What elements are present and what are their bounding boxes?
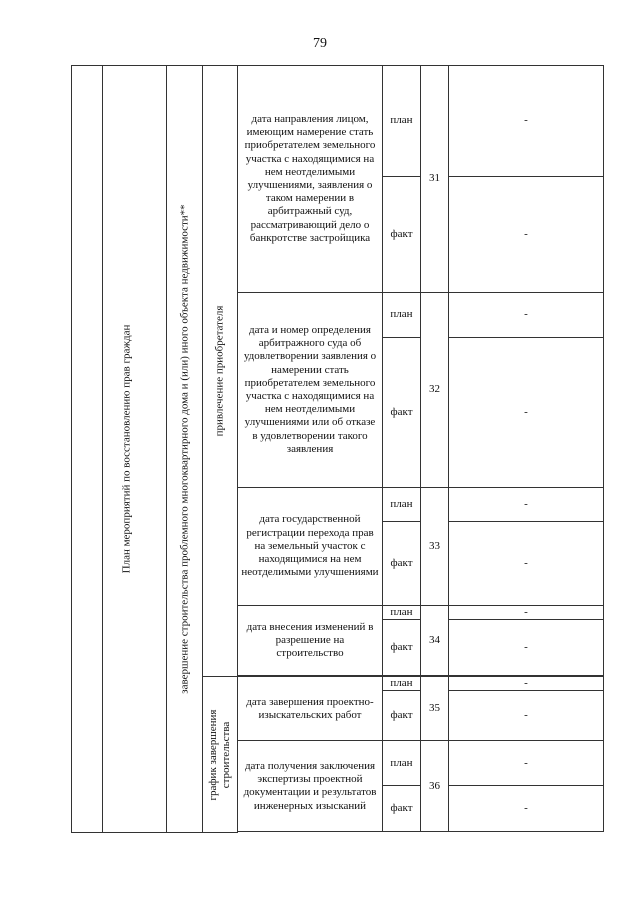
plan-label: план <box>383 741 421 786</box>
plan-label: план <box>383 66 421 177</box>
plan-value: - <box>449 293 604 338</box>
fact-value: - <box>449 522 604 606</box>
row-description: дата и номер определения арбитражного суда об удовлетворении заявления о намерении стать приобретателем земельного участка с находящимися на нем неотделимыми улучшениями или об отказе в удовлетворении такого заявления <box>238 293 383 488</box>
group-cell-attraction <box>203 66 238 677</box>
blank-column <box>72 66 103 833</box>
fact-label: факт <box>383 691 421 741</box>
row-description: дата государственной регистрации перехода прав на земельный участок с находящимися на нем неотделимыми улучшениями <box>238 488 383 606</box>
row-number: 33 <box>421 488 449 606</box>
plan-value: - <box>449 741 604 786</box>
row-number: 32 <box>421 293 449 488</box>
fact-label: факт <box>383 786 421 832</box>
row-description: дата направления лицом, имеющим намерение стать приобретателем земельного участка с находящимися на нем неотделимыми улучшениями, заявления о таком намерении в арбитражный суд, рассматривающий дело о банкротстве застройщика <box>238 66 383 293</box>
fact-value: - <box>449 620 604 676</box>
fact-value: - <box>449 786 604 832</box>
group-label: график завершения строительства <box>207 709 232 801</box>
fact-label: факт <box>383 338 421 488</box>
plan-label: план <box>383 293 421 338</box>
group-cell-schedule <box>203 677 238 833</box>
plan-value: - <box>449 488 604 522</box>
fact-value: - <box>449 338 604 488</box>
fact-label: факт <box>383 620 421 676</box>
row-number: 31 <box>421 66 449 293</box>
row-description: дата завершения проектно-изыскательских работ <box>238 677 383 741</box>
plan-title: План мероприятий по восстановлению прав граждан <box>120 324 132 574</box>
plan-label: план <box>383 677 421 691</box>
row-number: 35 <box>421 677 449 741</box>
plan-value: - <box>449 606 604 620</box>
table-row <box>72 66 604 177</box>
fact-value: - <box>449 691 604 741</box>
page-number: 79 <box>313 36 327 51</box>
measures-table <box>71 65 604 833</box>
row-number: 34 <box>421 606 449 676</box>
fact-label: факт <box>383 177 421 293</box>
plan-value: - <box>449 66 604 177</box>
row-description: дата получения заключения экспертизы проектной документации и результатов инженерных изысканий <box>238 741 383 832</box>
group-label: привлечение приобретателя <box>213 305 226 437</box>
plan-title-cell <box>103 66 167 833</box>
plan-label: план <box>383 488 421 522</box>
row-description: дата внесения изменений в разрешение на строительство <box>238 606 383 676</box>
row-number: 36 <box>421 741 449 832</box>
completion-title: завершение строительства проблемного многоквартирного дома и (или) иного объекта недвижимости** <box>178 204 190 694</box>
plan-value: - <box>449 677 604 691</box>
completion-title-cell <box>167 66 203 833</box>
plan-label: план <box>383 606 421 620</box>
fact-label: факт <box>383 522 421 606</box>
fact-value: - <box>449 177 604 293</box>
